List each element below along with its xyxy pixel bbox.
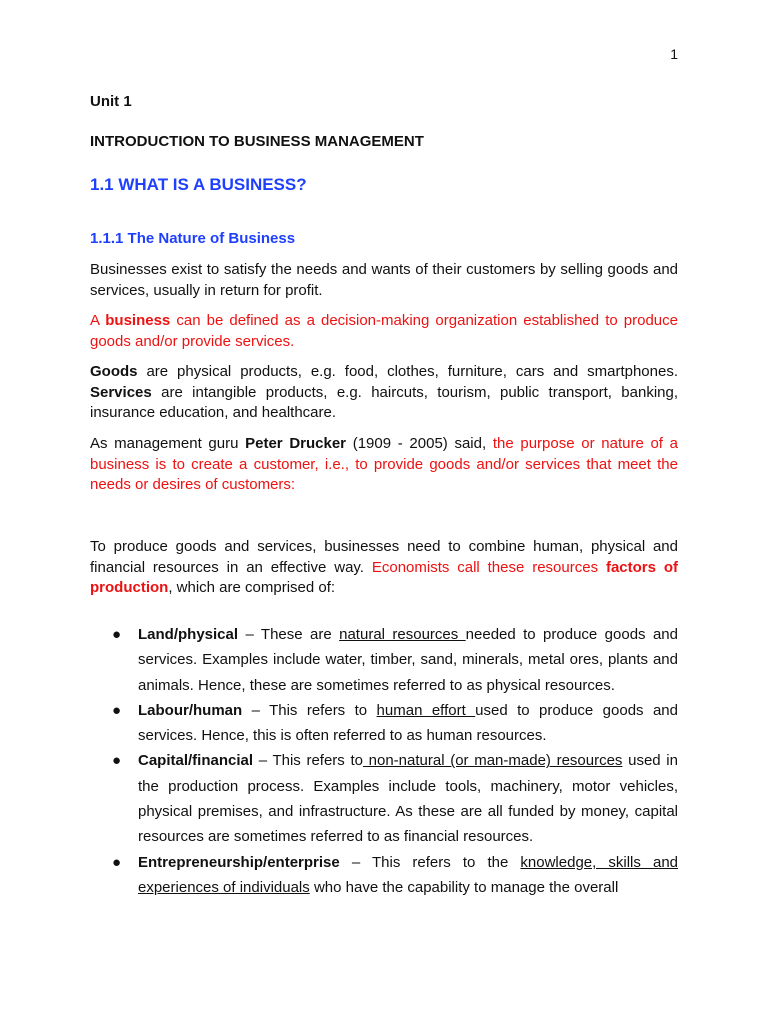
list-item — [112, 622, 678, 698]
underlined-text: non-natural (or man-made) resources — [362, 752, 623, 770]
text-run: A — [90, 312, 106, 329]
drucker-quote: the purpose or nature of a business is to create a customer, i.e., to provide goods and/or services that meet the needs or desires of customers: — [90, 435, 678, 493]
text-run: who have the capability to manage the overall — [309, 878, 619, 896]
text-run: , which are comprised of: — [168, 579, 336, 596]
factor-term: Entrepreneurship/enterprise — [138, 853, 340, 871]
page-number: 1 — [670, 46, 678, 62]
text-run: – These are — [238, 626, 340, 643]
underlined-text: natural resources — [339, 626, 466, 643]
text-run: needed to produce goods and services. Examples include water, timber, sand, minerals, metal ores, plants and animals. Hence, these are sometimes referred to as physical resources. — [138, 626, 678, 694]
bullet-icon: ● — [112, 853, 122, 871]
underlined-text: knowledge, skills and experiences of individuals — [138, 853, 678, 896]
paragraph-goods-services — [90, 362, 678, 424]
term-factors-of-production: factors of production — [90, 558, 679, 596]
paragraph-text: Businesses exist to satisfy the needs and wants of their customers by selling goods and services, usually in return for profit. — [90, 261, 678, 299]
term-business: business — [105, 312, 171, 329]
text-run: used in the production process. Examples include tools, machinery, motor vehicles, physical premises, and infrastructure. As these are all funded by money, capital resources are sometimes referred to as financial resources. — [138, 752, 678, 846]
paragraph-business-definition — [90, 311, 678, 352]
underlined-text: human effort — [376, 701, 476, 719]
bullet-icon: ● — [112, 701, 122, 719]
paragraph-text — [90, 362, 678, 424]
paragraph-factors-intro — [90, 537, 678, 599]
person-name: Peter Drucker — [245, 435, 347, 452]
factor-term: Land/physical — [138, 626, 239, 643]
text-run: – This refers to — [242, 701, 377, 719]
factors-list — [112, 622, 678, 900]
term-goods: Goods — [90, 363, 138, 380]
text-run: – This refers to — [253, 752, 363, 770]
list-item — [112, 748, 678, 849]
term-services: Services — [90, 383, 152, 401]
paragraph-text — [90, 537, 678, 599]
text-run: used to produce goods and services. Hence, this is often referred to as human resources. — [138, 701, 678, 745]
text-run: Economists call these resources — [371, 558, 606, 576]
text-run: are intangible products, e.g. haircuts, tourism, public transport, banking, insurance education, and healthcare. — [90, 383, 678, 421]
text-run: As management guru — [90, 435, 246, 452]
paragraph-intro — [90, 260, 678, 301]
factor-term: Labour/human — [138, 701, 243, 719]
section-heading: 1.1 WHAT IS A BUSINESS? — [90, 175, 307, 194]
chapter-title: INTRODUCTION TO BUSINESS MANAGEMENT — [90, 133, 424, 150]
bullet-icon: ● — [112, 626, 122, 643]
bullet-icon: ● — [112, 752, 122, 770]
factor-term: Capital/financial — [138, 752, 254, 770]
text-run: (1909 - 2005) said, — [346, 435, 493, 452]
paragraph-text — [90, 311, 678, 352]
text-run: To produce goods and services, businesses need to combine human, physical and financial resources in an effective way. — [90, 538, 678, 576]
text-run: – This refers to the — [339, 853, 521, 871]
paragraph-text — [90, 434, 678, 496]
paragraph-drucker — [90, 434, 678, 496]
text-run: are physical products, e.g. food, clothes, furniture, cars and smartphones. — [137, 363, 678, 380]
unit-label: Unit 1 — [90, 93, 132, 110]
text-run: can be defined as a decision-making organization established to produce goods and/or provide services. — [90, 312, 678, 350]
list-item — [112, 698, 678, 749]
subsection-heading: 1.1.1 The Nature of Business — [90, 230, 296, 247]
list-item — [112, 850, 678, 901]
